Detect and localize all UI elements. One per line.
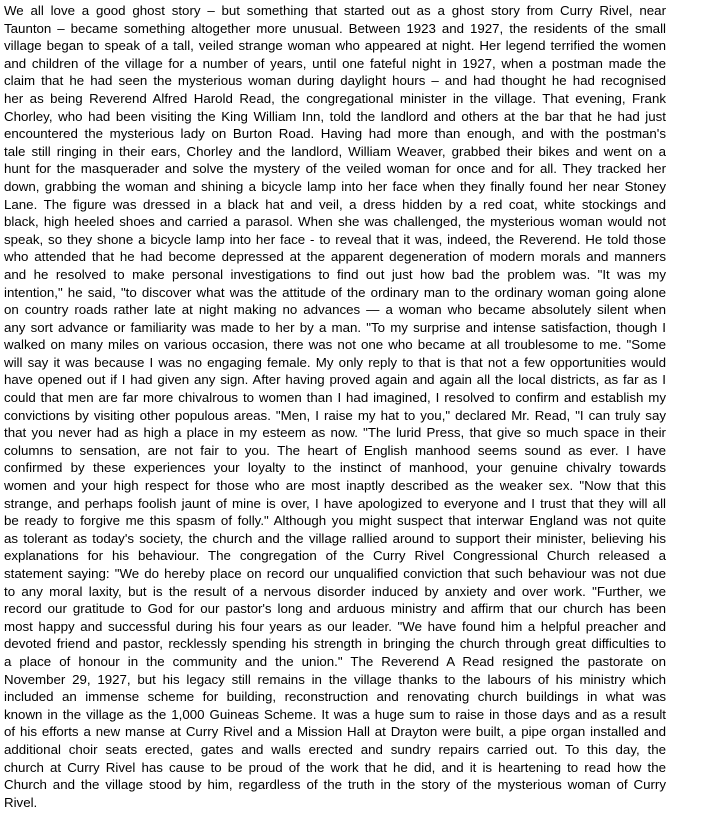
text-line: black, high heeled shoes and carried a parasol. When she was challenged, the mysterious woman would not	[4, 214, 666, 230]
text-line: November 29, 1927, but his legacy still remains in the village thanks to the labours of his ministry which	[4, 671, 666, 687]
text-line: tale still ringing in their ears, Chorley and the landlord, William Weaver, grabbed their bikes and went on a	[4, 143, 666, 159]
text-line: speak, so they shone a bicycle lamp into her face - to reveal that it was, indeed, the Reverend. He told those	[4, 231, 666, 247]
text-line: her as being Reverend Alfred Harold Read, the congregational minister in the village. That evening, Frank	[4, 90, 666, 106]
text-line: will say it was because I was no engaging female. My only reply to that is that not a few opportunities would	[4, 354, 666, 370]
text-line: Church and the village stood by him, regardless of the truth in the story of the mysterious woman of Curry	[4, 777, 666, 793]
text-line: as tolerant as today's society, the church and the village rallied around to support their minister, believing his	[4, 530, 666, 546]
text-line: strange, and perhaps foolish jaunt of mine is over, I have apologized to everyone and I trust that they will all	[4, 495, 666, 511]
text-line: Rivel.	[4, 794, 38, 810]
text-line: Chorley, who had been visiting the King William Inn, told the landlord and others at the bar that he had just	[4, 108, 666, 124]
text-line: and he resolved to make personal investigations to find out just how bad the problem was. "It was my	[4, 266, 666, 282]
text-line: explanations for his behaviour. The congregation of the Curry Rivel Congressional Church released a	[4, 548, 666, 564]
text-line: village began to speak of a tall, veiled strange woman who appeared at night. Her legend terrified the women	[4, 38, 666, 54]
text-line: of his efforts a new manse at Curry Rivel and a Mission Hall at Drayton were built, a pipe organ installed and	[4, 724, 666, 740]
text-line: down, grabbing the woman and shining a bicycle lamp into her face when they finally found her near Stoney	[4, 178, 666, 194]
text-line: hunt for the masquerader and solve the mystery of the veiled woman for once and for all. They tracked her	[4, 161, 666, 177]
text-line: additional choir seats erected, gates and walls erected and sundry repairs carried out. To this day, the	[4, 741, 666, 757]
text-line: who attended that he had become depressed at the apparent degeneration of modern morals and manners	[4, 249, 666, 265]
text-line: be ready to forgive me this spasm of folly." Although you might suspect that interwar England was not quite	[4, 513, 666, 529]
text-line: intention," he said, "to discover what was the attitude of the ordinary man to the ordinary woman going alone	[4, 284, 666, 300]
text-line: women and your high respect for those who are most inaptly described as the weaker sex. "Now that this	[4, 478, 666, 494]
text-line: walked on many miles on various occasion, there was not one who became at all troublesome to me. "Some	[4, 337, 666, 353]
text-line: on country roads rather late at night making no advances — a woman who became absolutely silent when	[4, 302, 666, 318]
text-line: devoted friend and pastor, recklessly spending his strength in bringing the church through great difficulties to	[4, 636, 666, 652]
text-line: encountered the mysterious lady on Burton Road. Having had more than enough, and with the postman's	[4, 126, 666, 142]
text-line: that you never had as high a place in my esteem as now. "The lurid Press, that give so much space in their	[4, 425, 666, 441]
text-line: and children of the village for a number of years, until one fateful night in 1927, when a postman made the	[4, 55, 666, 71]
article-body	[4, 2, 666, 811]
text-line: convictions by visiting other populous areas. "Men, I raise my hat to you," declared Mr. Read, "I can truly say	[4, 407, 666, 423]
text-line: included an immense scheme for building, reconstruction and renovating church buildings in what was	[4, 689, 666, 705]
text-line: Lane. The figure was dressed in a black hat and veil, a dress hidden by a red coat, white stockings and	[4, 196, 666, 212]
text-line: We all love a good ghost story – but something that started out as a ghost story from Curry Rivel, near	[4, 3, 666, 18]
text-line: Taunton – became something altogether more unusual. Between 1923 and 1927, the residents of the small	[4, 20, 666, 36]
text-line: could that men are far more chivalrous to women than I had imagined, I resolved to confirm and establish my	[4, 390, 666, 406]
text-line: most happy and successful during his four years as our leader. "We have found him a helpful preacher and	[4, 618, 666, 634]
text-line: to any moral laxity, but is the result of a nervous disorder induced by anxiety and over work. "Further, we	[4, 583, 666, 599]
text-line: a place of honour in the community and the union." The Reverend A Read resigned the pastorate on	[4, 653, 666, 669]
text-line: record our gratitude to God for our pastor's long and arduous ministry and affirm that our church has been	[4, 601, 666, 617]
text-line: columns to sensation, are not fair to you. The heart of English manhood seems sound as ever. I have	[4, 442, 666, 458]
text-line: church at Curry Rivel has cause to be proud of the work that he did, and it is heartening to read how the	[4, 759, 666, 775]
text-line: have opened out if I had given any sign. After having proved again and again all the local districts, as far as I	[4, 372, 666, 388]
text-line: claim that he had seen the mysterious woman during daylight hours – and had thought he had recognised	[4, 73, 666, 89]
text-line: statement saying: "We do hereby place on record our unqualified conviction that such behaviour was not due	[4, 566, 666, 581]
text-line: known in the village as the 1,000 Guineas Scheme. It was a huge sum to raise in those days and as a result	[4, 706, 666, 722]
text-line: any sort advance or familiarity was made to her by a man. "To my surprise and intense satisfaction, though I	[4, 319, 666, 335]
text-line: confirmed by these experiences your loyalty to the instinct of manhood, your genuine chivalry towards	[4, 460, 666, 476]
